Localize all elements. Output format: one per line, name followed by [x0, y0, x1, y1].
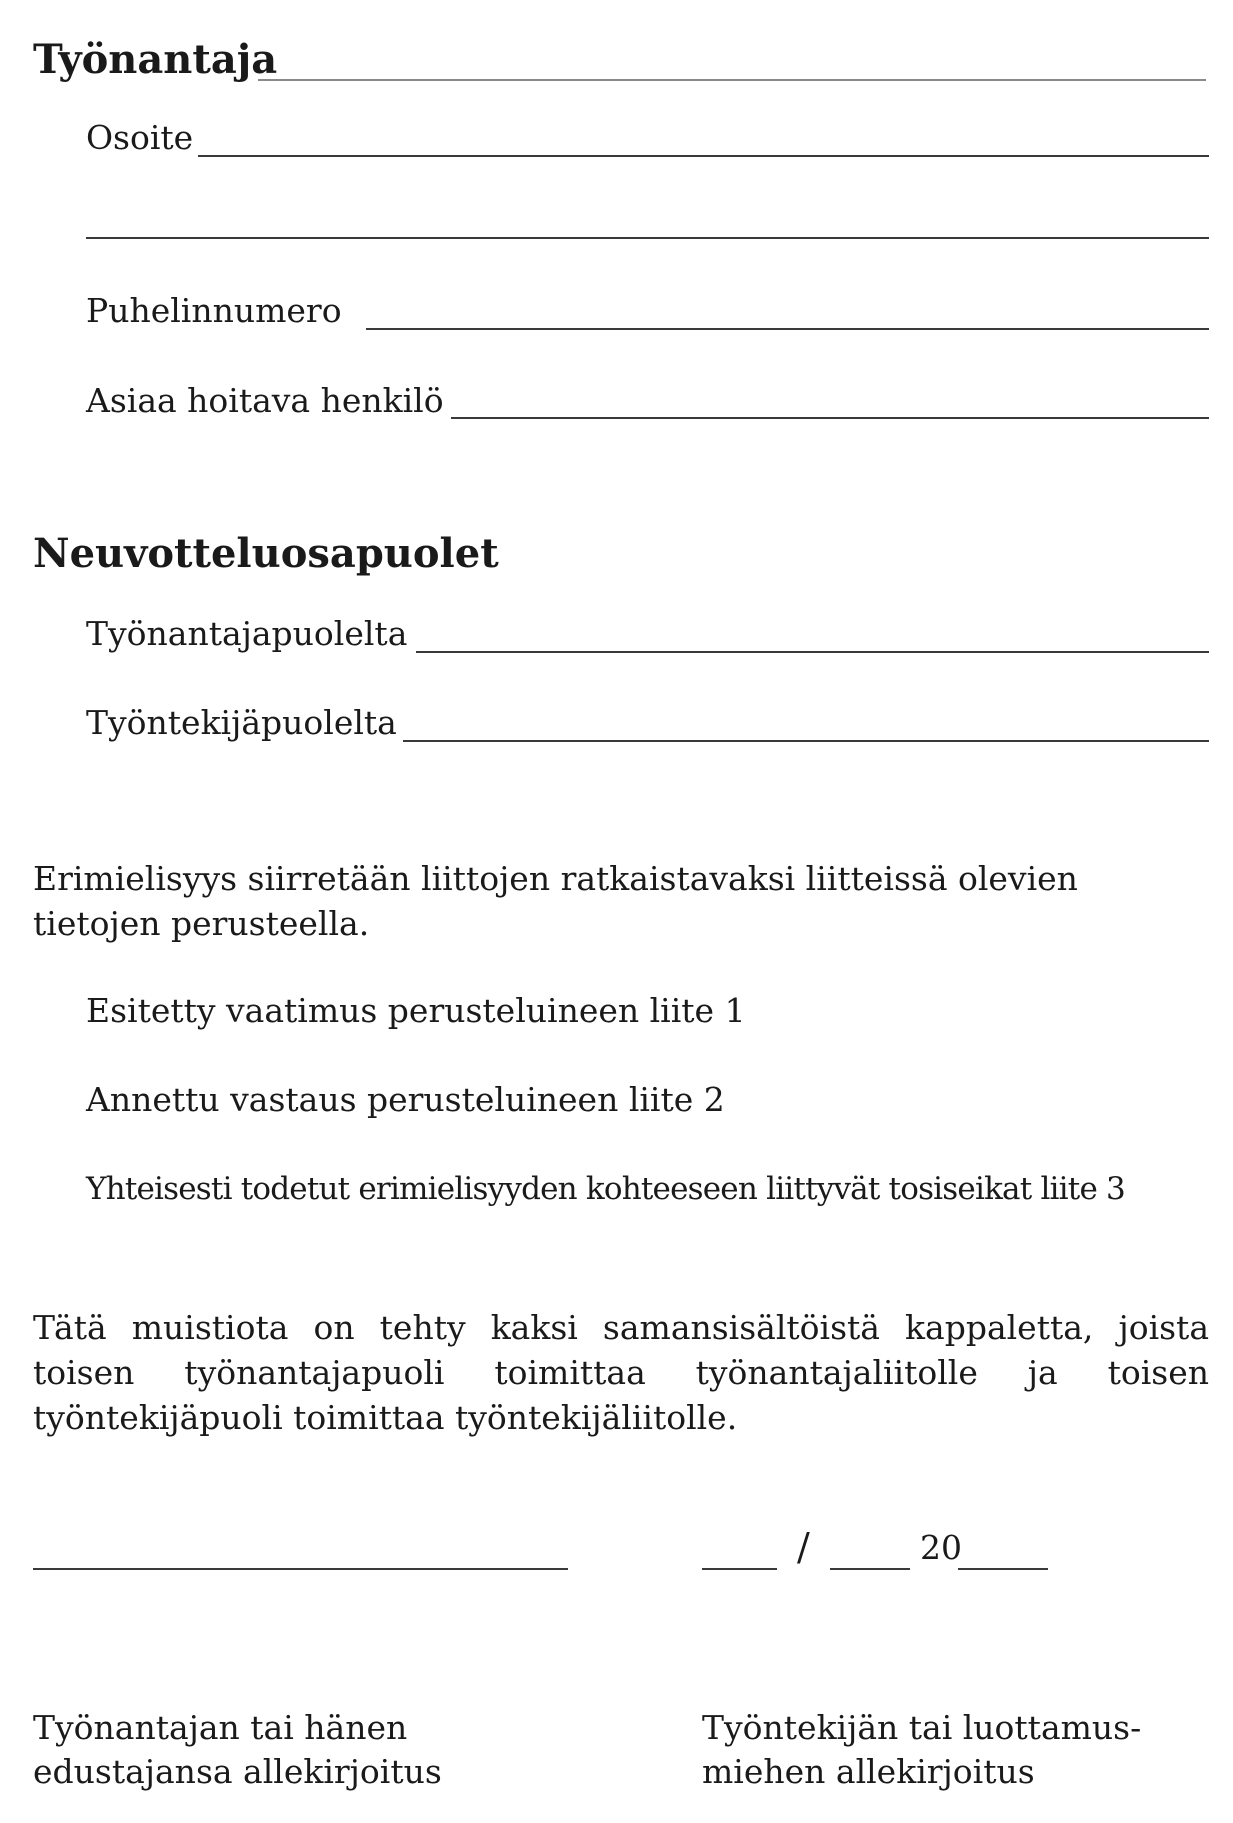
copies-paragraph: Tätä muistiota on tehty kaksi samansisältöistä kappaletta, joista toisen työnantajapuoli toimittaa työnantajaliitolle ja toisen työntekijäpuoli toimittaa työntekijäliitolle.	[33, 1308, 1209, 1437]
address-line-2[interactable]	[86, 237, 1209, 239]
attachment-item-1: Esitetty vaatimus perusteluineen liite 1	[86, 991, 746, 1030]
attachment-item-2: Annettu vastaus perusteluineen liite 2	[86, 1080, 725, 1119]
employer-name-line[interactable]	[258, 79, 1206, 81]
attachment-item-3: Yhteisesti todetut erimielisyyden kohteeseen liittyvät tosiseikat liite 3	[86, 1171, 1125, 1207]
date-day-line[interactable]	[702, 1568, 777, 1570]
employee-side-label: Työntekijäpuolelta	[86, 703, 397, 742]
phone-label: Puhelinnumero	[86, 291, 342, 330]
date-separator: /	[797, 1525, 810, 1569]
date-century: 20	[920, 1528, 962, 1567]
employer-side-line[interactable]	[416, 651, 1209, 653]
date-month-line[interactable]	[830, 1568, 910, 1570]
address-label: Osoite	[86, 118, 194, 157]
employer-heading: Työnantaja	[33, 36, 278, 83]
employer-signature-caption: Työnantajan tai hänen edustajansa allekirjoitus	[33, 1708, 442, 1791]
employer-signature-line[interactable]	[33, 1568, 568, 1570]
dispute-paragraph: Erimielisyys siirretään liittojen ratkaistavaksi liitteissä olevien tietojen perusteella.	[33, 859, 1078, 943]
negotiating-parties-heading: Neuvotteluosapuolet	[33, 530, 499, 577]
date-year-line[interactable]	[958, 1568, 1048, 1570]
contact-person-label: Asiaa hoitava henkilö	[86, 381, 444, 420]
address-line-1[interactable]	[198, 155, 1209, 157]
employee-side-line[interactable]	[403, 740, 1209, 742]
phone-line[interactable]	[366, 328, 1209, 330]
contact-person-line[interactable]	[451, 417, 1209, 419]
employer-side-label: Työnantajapuolelta	[86, 614, 408, 653]
employee-signature-caption: Työntekijän tai luottamus- miehen allekirjoitus	[702, 1708, 1142, 1791]
